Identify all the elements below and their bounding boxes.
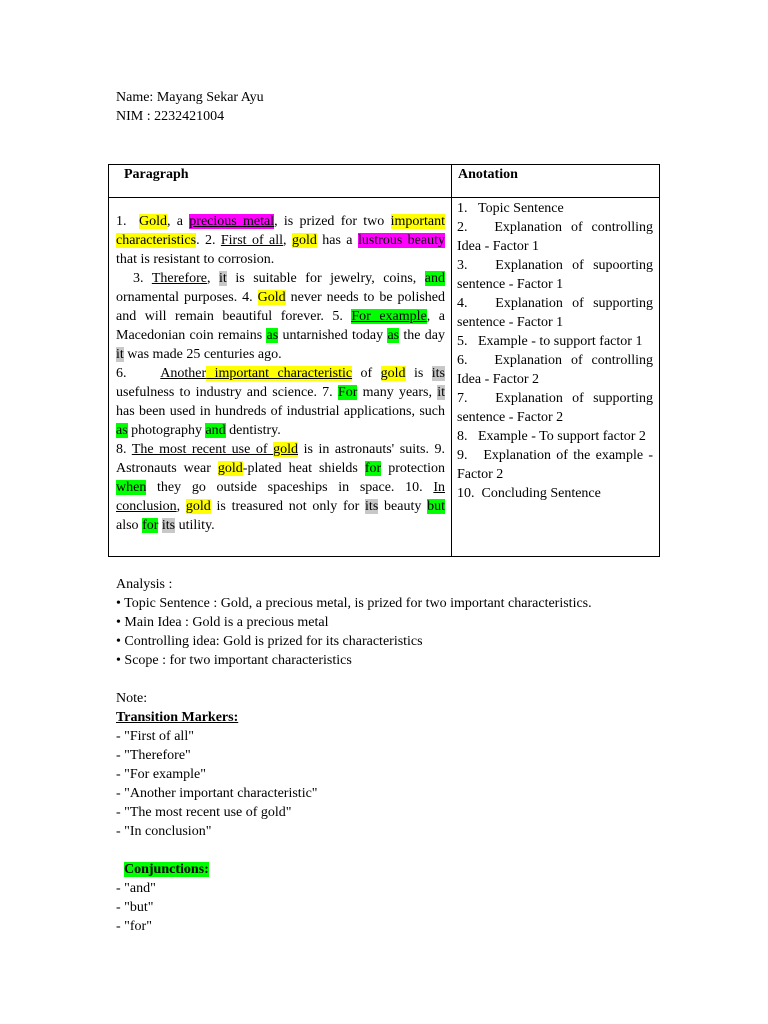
- conjunction-item: - "but": [116, 900, 154, 915]
- note-title: Note:: [116, 691, 148, 706]
- transition-item: - "Therefore": [116, 748, 191, 763]
- analysis-section: [116, 575, 592, 936]
- student-name: Name: Mayang Sekar Ayu: [116, 90, 264, 105]
- conjunctions-title: Conjunctions:: [124, 862, 209, 877]
- paragraph-text: 1. Gold, a precious metal, is prized for two important characteristics. 2. First of all, gold has a lustrous beauty that is resistant to corrosion. 3. Therefore, it is suitable for jewelry, coins, and ornamental purposes. 4. Gold never needs to be polished and will remain beautiful forever. 5. For example, a Macedonian coin remains as untarnished today as the day it was made 25 centuries ago. 6. Another important characteristic of gold is its usefulness to industry and science. 7. For many years, it has been used in hundreds of industrial applications, such as photography and dentistry. 8. The most recent use of gold is in astronauts' suits. 9. Astronauts wear gold-plated heat shields for protection when they go outside spaceships in space. 10. In conclusion, gold is treasured not only for its beauty but also for its utility.: [116, 214, 446, 533]
- analysis-item: • Controlling idea: Gold is prized for its characteristics: [116, 634, 423, 649]
- analysis-item: • Topic Sentence : Gold, a precious metal, is prized for two important characteristics.: [116, 596, 592, 611]
- annotation-item: 6. Explanation of controlling Idea - Factor 2: [457, 353, 653, 387]
- paragraph-header: Paragraph: [109, 165, 452, 198]
- transition-item: - "First of all": [116, 729, 194, 744]
- analysis-item: • Scope : for two important characteristics: [116, 653, 352, 668]
- transition-item: - "The most recent use of gold": [116, 805, 292, 820]
- annotation-item: 7. Explanation of supporting sentence - Factor 2: [457, 391, 653, 425]
- annotation-list: [457, 199, 653, 503]
- annotation-item: 2. Explanation of controlling Idea - Factor 1: [457, 220, 653, 254]
- conjunction-item: - "for": [116, 919, 152, 934]
- student-nim: NIM : 2232421004: [116, 109, 225, 124]
- annotation-item: 9. Explanation of the example - Factor 2: [457, 448, 653, 482]
- paragraph-cell: [109, 198, 452, 557]
- annotation-item: 4. Explanation of supporting sentence - Factor 1: [457, 296, 653, 330]
- conjunction-item: - "and": [116, 881, 156, 896]
- annotation-item: 3. Explanation of supoorting sentence - Factor 1: [457, 258, 653, 292]
- annotation-item: 8. Example - To support factor 2: [457, 429, 646, 444]
- annotation-header: Anotation: [452, 165, 660, 198]
- annotation-item: 1. Topic Sentence: [457, 201, 564, 216]
- transition-item: - "In conclusion": [116, 824, 212, 839]
- analysis-title: Analysis :: [116, 577, 173, 592]
- annotation-item: 5. Example - to support factor 1: [457, 334, 643, 349]
- transition-markers-title: Transition Markers:: [116, 710, 239, 725]
- transition-item: - "For example": [116, 767, 206, 782]
- analysis-item: • Main Idea : Gold is a precious metal: [116, 615, 329, 630]
- annotation-cell: [452, 198, 660, 557]
- annotation-table: [108, 164, 660, 557]
- transition-item: - "Another important characteristic": [116, 786, 318, 801]
- annotation-item: 10. Concluding Sentence: [457, 486, 601, 501]
